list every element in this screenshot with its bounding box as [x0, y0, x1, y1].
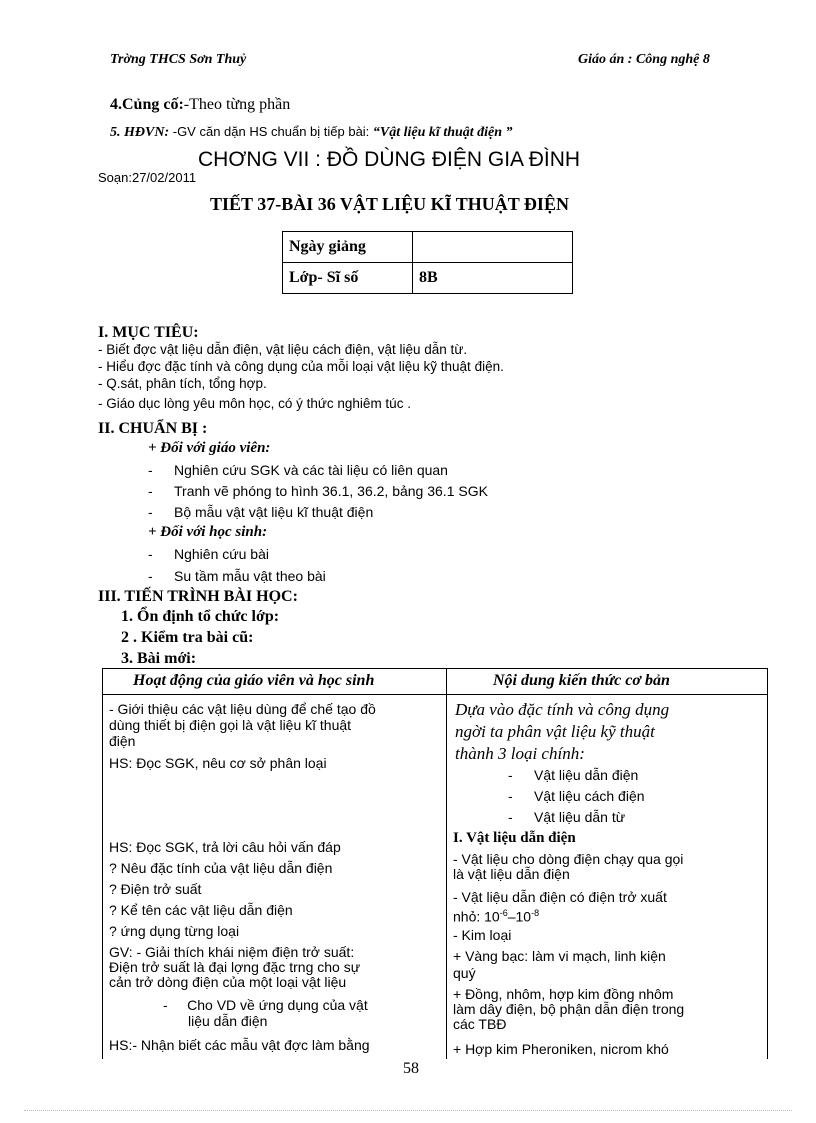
list-item: - Hiểu đợc đặc tính và công dụng của mỗi loại vật liệu kỹ thuật điện. — [98, 359, 504, 374]
left-vd: - Cho VD về ứng dụng của vật liệu dẫn điện — [163, 997, 368, 1029]
list-item: - Vật liệu cách điện — [508, 788, 645, 804]
info-value-lop-si-so: 8B — [413, 263, 573, 294]
info-label-ngay-giang: Ngày giảng — [283, 232, 413, 263]
teacher-label: + Đối với giáo viên: — [148, 440, 271, 456]
chapter-title: CHƠNG VII : ĐỒ DÙNG ĐIỆN GIA ĐÌNH — [198, 148, 581, 171]
hdvn-label: 5. HĐVN: — [110, 125, 170, 140]
col1-header: Hoạt động của giáo viên và học sinh — [133, 672, 375, 689]
lesson-title: TIẾT 37-BÀI 36 VẬT LIỆU KĨ THUẬT ĐIỆN — [210, 194, 569, 214]
list-item: - Vật liệu dẫn từ — [508, 809, 626, 825]
student-list — [148, 543, 326, 587]
list-item: - Nghiên cứu SGK và các tài liệu có liên quan — [148, 462, 448, 478]
col2-header: Nội dung kiến thức cơ bản — [493, 672, 670, 689]
tien-trinh-heading: III. TIẾN TRÌNH BÀI HỌC: — [98, 588, 298, 605]
list-item: 2 . Kiểm tra bài cũ: — [121, 629, 254, 646]
right-vang-bac: + Vàng bạc: làm vi mạch, linh kiện quý — [453, 948, 666, 981]
student-label: + Đối với học sinh: — [148, 524, 268, 540]
table-row — [283, 232, 573, 263]
teacher-list — [148, 460, 488, 523]
muc-tieu-list — [98, 341, 504, 412]
list-item: - Biết đợc vật liệu dẫn điện, vật liệu cách điện, vật liệu dẫn từ. — [98, 342, 468, 357]
column-divider — [446, 669, 447, 1059]
left-questions: HS: Đọc SGK, trả lời câu hỏi vấn đáp ? Nêu đặc tính của vật liệu dẫn điện ? Điện trở suất ? Kể tên các vật liệu dẫn điện ? ứng dụng từng loại — [109, 839, 341, 939]
cung-co-text: -Theo từng phần — [183, 96, 291, 113]
list-item: - Su tầm mẫu vật theo bài — [148, 568, 326, 584]
list-item: 1. Ổn định tổ chức lớp: — [121, 608, 280, 625]
list-item: - Bộ mẫu vật vật liệu kĩ thuật điện — [148, 504, 374, 520]
left-intro: - Giới thiệu các vật liệu dùng để chế tạo đồ dùng thiết bị điện gọi là vật liệu kĩ thuật điện — [109, 701, 376, 749]
document-type: Giáo án : Công nghệ 8 — [578, 52, 710, 67]
left-hs1: HS: Đọc SGK, nêu cơ sở phân loại — [109, 755, 327, 771]
right-intro: Dựa vào đặc tính và công dụng ngời ta phân vật liệu kỹ thuật thành 3 loại chính: — [455, 700, 670, 763]
right-definition: - Vật liệu cho dòng điện chạy qua gọi là vật liệu dẫn điện — [453, 851, 684, 882]
right-types — [508, 765, 645, 828]
list-item: - Vật liệu dẫn điện — [508, 767, 639, 783]
list-item: - Nghiên cứu bài — [148, 546, 269, 562]
left-hs3: HS:- Nhận biết các mẫu vật đợc làm bằng — [109, 1037, 370, 1053]
tien-trinh-steps — [121, 606, 279, 669]
info-value-ngay-giang — [413, 232, 573, 263]
soan-date: Soạn:27/02/2011 — [98, 170, 197, 185]
lesson-table — [102, 668, 768, 1059]
list-item: - Q.sát, phân tích, tổng hợp. — [98, 376, 267, 391]
right-kim-loai: - Kim loại — [453, 927, 512, 943]
school-name: Trờng THCS Sơn Thuỷ — [110, 52, 247, 67]
left-gv: GV: - Giải thích khái niệm điện trở suất: Điện trở suất là đại lợng đặc trng cho sự cản trở dòng điện của một loại vật liệu — [109, 944, 361, 990]
hdvn-text: -GV căn dặn HS chuẩn bị tiếp bài: — [169, 124, 373, 139]
cung-co-label: 4.Củng cố: — [110, 96, 184, 113]
right-section-heading: I. Vật liệu dẫn điện — [453, 830, 576, 846]
hdvn-topic: “Vật liệu kĩ thuật điện ” — [372, 125, 513, 140]
info-label-lop-si-so: Lớp- Sĩ số — [283, 263, 413, 294]
cung-co-line — [110, 96, 290, 114]
list-item: - Tranh vẽ phóng to hình 36.1, 36.2, bảng 36.1 SGK — [148, 483, 488, 499]
page-number: 58 — [403, 1060, 419, 1077]
page-bottom-divider — [24, 1110, 792, 1111]
table-row — [283, 263, 573, 294]
chuan-bi-heading: II. CHUẨN BỊ : — [98, 420, 208, 437]
list-item: 3. Bài mới: — [121, 650, 197, 667]
right-dong-nhom: + Đồng, nhôm, hợp kim đồng nhôm làm dây điện, bộ phận dẫn điện trong các TBĐ — [453, 986, 685, 1032]
muc-tieu-heading: I. MỤC TIÊU: — [98, 324, 199, 341]
list-item: - Giáo dục lòng yêu môn học, có ý thức nghiêm túc . — [98, 396, 411, 411]
right-hop-kim: + Hợp kim Pheroniken, nicrom khó — [453, 1041, 669, 1057]
hdvn-line — [110, 124, 513, 141]
info-table — [282, 231, 573, 294]
right-resistivity: - Vật liệu dẫn điện có điện trở xuất nhỏ: $10^{-6}-10^{-8}$ — [453, 889, 667, 925]
